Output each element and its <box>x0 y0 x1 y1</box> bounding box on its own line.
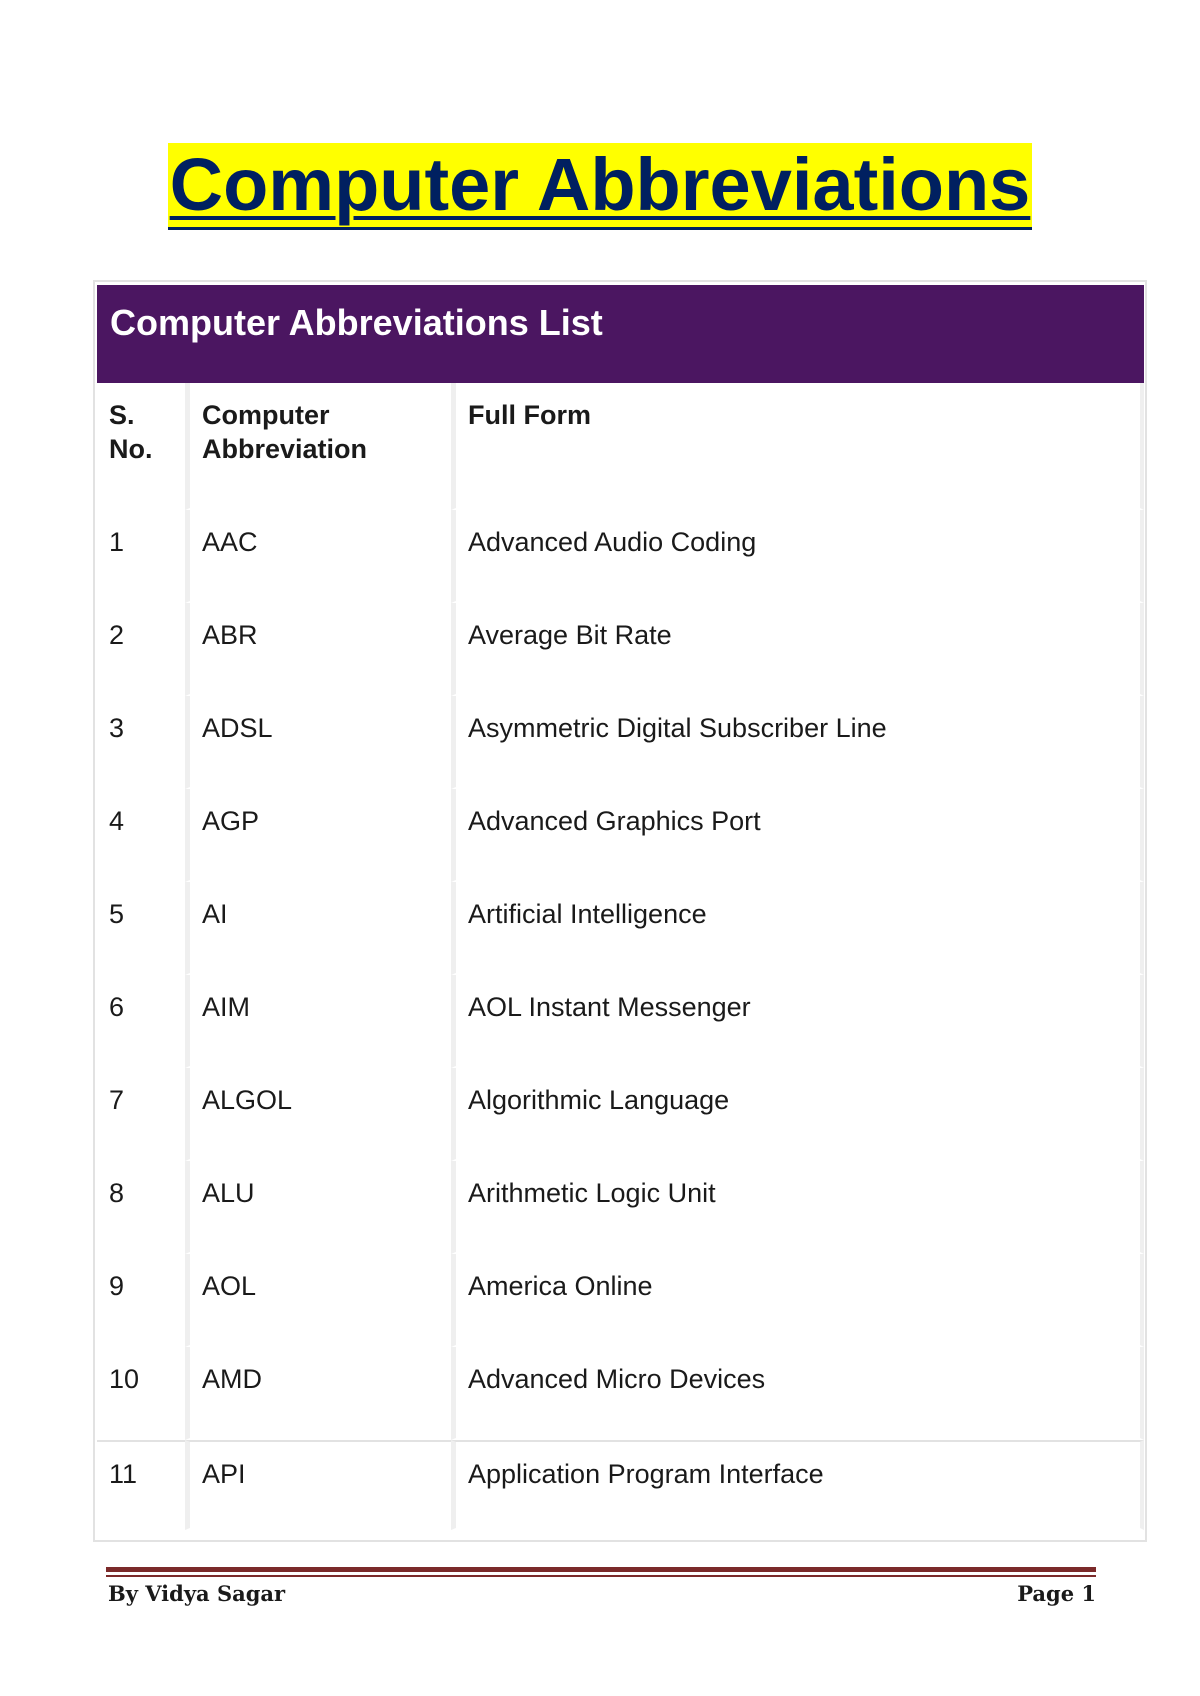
cell-abbreviation: ADSL <box>185 696 451 789</box>
cell-sno: 10 <box>97 1347 185 1440</box>
cell-sno: 8 <box>97 1161 185 1254</box>
table-row <box>97 510 1144 603</box>
cell-sno: 5 <box>97 882 185 975</box>
cell-sno: 2 <box>97 603 185 696</box>
footer-page-number: Page 1 <box>1017 1581 1096 1606</box>
cell-abbreviation: AGP <box>185 789 451 882</box>
table-row <box>97 696 1144 789</box>
footer-author: By Vidya Sagar <box>108 1581 286 1606</box>
cell-sno: 3 <box>97 696 185 789</box>
cell-full-form: Asymmetric Digital Subscriber Line <box>451 696 1144 789</box>
table-row <box>97 1440 1144 1530</box>
cell-full-form: Arithmetic Logic Unit <box>451 1161 1144 1254</box>
cell-abbreviation: AIM <box>185 975 451 1068</box>
header-sno: S. No. <box>97 383 185 510</box>
cell-full-form: Artificial Intelligence <box>451 882 1144 975</box>
cell-full-form: Average Bit Rate <box>451 603 1144 696</box>
cell-sno: 4 <box>97 789 185 882</box>
cell-abbreviation: AAC <box>185 510 451 603</box>
cell-full-form: Advanced Micro Devices <box>451 1347 1144 1440</box>
page-title-wrap <box>0 143 1200 230</box>
cell-full-form: Algorithmic Language <box>451 1068 1144 1161</box>
cell-full-form: Advanced Graphics Port <box>451 789 1144 882</box>
cell-abbreviation: AOL <box>185 1254 451 1347</box>
cell-sno: 11 <box>97 1440 185 1530</box>
table-caption-bar <box>97 285 1144 383</box>
footer-rule <box>106 1567 1096 1572</box>
cell-sno: 1 <box>97 510 185 603</box>
cell-full-form: Application Program Interface <box>451 1440 1144 1530</box>
cell-full-form: Advanced Audio Coding <box>451 510 1144 603</box>
cell-abbreviation: ABR <box>185 603 451 696</box>
cell-abbreviation: AMD <box>185 1347 451 1440</box>
header-full-form: Full Form <box>451 383 1144 510</box>
cell-abbreviation: AI <box>185 882 451 975</box>
table-row <box>97 882 1144 975</box>
cell-full-form: AOL Instant Messenger <box>451 975 1144 1068</box>
cell-abbreviation: ALU <box>185 1161 451 1254</box>
header-abbreviation: Computer Abbreviation <box>185 383 451 510</box>
table-row <box>97 789 1144 882</box>
table-caption: Computer Abbreviations List <box>110 302 603 343</box>
cell-sno: 7 <box>97 1068 185 1161</box>
table-row <box>97 975 1144 1068</box>
footer-rule-thin <box>106 1575 1096 1577</box>
cell-sno: 9 <box>97 1254 185 1347</box>
table-row <box>97 1068 1144 1161</box>
cell-abbreviation: ALGOL <box>185 1068 451 1161</box>
abbreviations-table <box>97 383 1144 1530</box>
table-row <box>97 1161 1144 1254</box>
cell-abbreviation: API <box>185 1440 451 1530</box>
cell-full-form: America Online <box>451 1254 1144 1347</box>
table-row <box>97 1347 1144 1440</box>
page-title: Computer Abbreviations <box>168 143 1033 230</box>
table-header-row <box>97 383 1144 510</box>
cell-sno: 6 <box>97 975 185 1068</box>
table-row <box>97 603 1144 696</box>
table-row <box>97 1254 1144 1347</box>
